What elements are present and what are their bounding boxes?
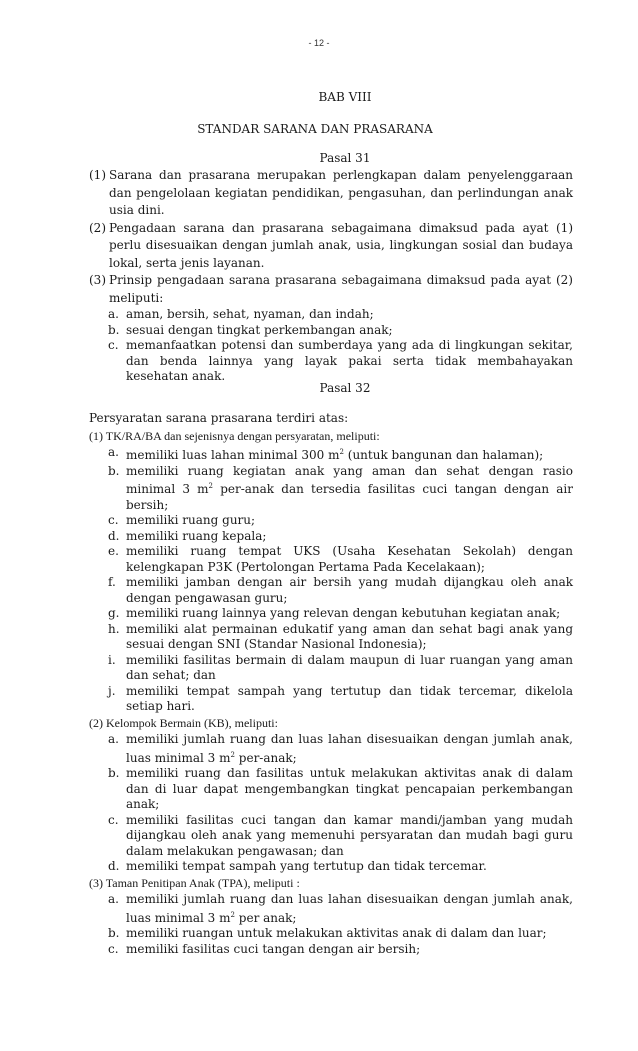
list-item-letter: d. [108,528,120,543]
list-item-text: memiliki ruang dan fasilitas untuk melakukan aktivitas anak di dalam dan di luar dapat mengembangkan tingkat pencapaian perkembangan anak; [126,766,573,811]
section-3-list [89,892,573,957]
section-1-list [89,445,573,715]
subitem-text: aman, bersih, sehat, nyaman, dan indah; [126,307,374,321]
list-item [89,942,573,958]
list-item-letter: j. [108,683,116,698]
pasal-31-item [89,167,573,220]
list-item [89,464,573,514]
section-2-list [89,732,573,875]
list-item-letter: c. [108,812,119,827]
list-item [89,732,573,766]
list-item-text: memiliki fasilitas bermain di dalam maupun di luar ruangan yang aman dan sehat; dan [126,652,573,682]
subitem-text: sesuai dengan tingkat perkembangan anak; [126,322,393,337]
list-item-letter: e. [108,544,119,558]
superscript: 2 [208,482,214,490]
list-item-letter: c. [108,513,119,527]
list-item-text: memiliki tempat sampah yang tertutup dan tidak tercemar, dikelola setiap hari. [126,683,573,713]
pasal-31-item [89,220,573,273]
superscript: 2 [230,910,235,919]
subitem-letter: b. [108,322,120,337]
list-item-letter: b. [108,766,120,780]
pasal-31-subitem [89,323,573,339]
section-3-title: (3) Taman Penitipan Anak (TPA), meliputi : [89,875,300,890]
chapter-heading: BAB VIII [318,90,372,104]
pasal-31-subitem [89,307,573,323]
pasal-32-body [89,410,573,957]
list-item-letter: a. [108,445,119,459]
list-item-letter: h. [108,621,120,636]
pasal-31-title: Pasal 31 [319,151,371,165]
list-item-letter: d. [108,859,120,873]
superscript: 2 [339,448,344,456]
item-text: Prinsip pengadaan sarana prasarana sebagaimana dimaksud pada ayat (2) meliputi: [109,273,573,305]
list-item [89,926,573,942]
list-item-text: memiliki jamban dengan air bersih yang mudah dijangkau oleh anak dengan pengawasan guru; [126,575,573,605]
list-item-text: memiliki ruang guru; [126,513,256,527]
list-item-text: memiliki tempat sampah yang tertutup dan tidak tercemar. [126,859,487,873]
subitem-letter: a. [108,307,119,321]
list-item [89,622,573,653]
list-item-text: memiliki ruang kepala; [126,528,267,543]
list-item-text: memiliki ruang kegiatan anak yang aman dan sehat dengan rasio minimal 3 $m^2$ per-anak dan tersedia fasilitas cuci tangan dengan air bersih; [126,463,574,512]
list-item [89,813,573,860]
list-item-letter: b. [108,463,120,478]
chapter-title: STANDAR SARANA DAN PRASARANA [197,122,433,136]
list-item [89,892,573,926]
list-item-text: memiliki ruangan untuk melakukan aktivitas anak di dalam dan luar; [126,926,547,940]
list-item [89,684,573,715]
superscript: 2 [230,750,235,759]
item-number: (3) [89,273,106,287]
list-item [89,445,573,464]
pasal-31-item [89,272,573,307]
list-item [89,653,573,684]
list-item [89,529,573,545]
list-item-letter: a. [108,732,119,746]
list-item-letter: a. [108,892,119,906]
pasal-32-title: Pasal 32 [319,381,371,395]
section-2-title: (2) Kelompok Bermain (KB), meliputi: [89,715,278,730]
item-text: Sarana dan prasarana merupakan perlengkapan dalam penyelenggaraan dan pengelolaan kegiatan pendidikan, pengasuhan, dan perlindungan anak usia dini. [109,168,573,217]
list-item-text: memiliki ruang lainnya yang relevan dengan kebutuhan kegiatan anak; [126,606,561,620]
list-item-text: memiliki jumlah ruang dan luas lahan disesuaikan dengan jumlah anak, luas minimal 3 $m^2$ per anak; [126,892,573,925]
section-1-title: (1) TK/RA/BA dan sejenisnya dengan persyaratan, meliputi: [89,428,380,443]
pasal-32-intro: Persyaratan sarana prasarana terdiri atas: [89,411,349,425]
list-item-text: memiliki fasilitas cuci tangan dan kamar mandi/jamban yang mudah dijangkau oleh anak yang memenuhi persyaratan dan mudah bagi guru dalam melakukan pengawasan; dan [126,812,573,858]
list-item-letter: g. [108,606,120,620]
list-item-text: memiliki alat permainan edukatif yang aman dan sehat bagi anak yang sesuai dengan SNI (Standar Nasional Indonesia); [126,621,573,651]
list-item-text: memiliki fasilitas cuci tangan dengan air bersih; [126,941,421,956]
list-item-letter: i. [108,652,116,667]
list-item [89,859,573,875]
list-item [89,544,573,575]
list-item-letter: f. [108,575,116,589]
page-number: - 12 - [308,38,330,48]
list-item-text: memiliki jumlah ruang dan luas lahan disesuaikan dengan jumlah anak, luas minimal 3 $m^2$ per-anak; [126,732,573,765]
list-item [89,606,573,622]
list-item [89,575,573,606]
list-item-text: memiliki luas lahan minimal 300 $m^2$ (untuk bangunan dan halaman); [126,448,544,462]
list-item-letter: b. [108,926,120,940]
list-item-letter: c. [108,941,119,956]
pasal-31-body [89,167,573,385]
subitem-text: memanfaatkan potensi dan sumberdaya yang ada di lingkungan sekitar, dan benda lainnya yang layak pakai serta tidak membahayakan kesehatan anak. [126,338,573,383]
pasal-31-subitem [89,338,573,385]
list-item [89,766,573,813]
item-number: (1) [89,168,106,182]
list-item-text: memiliki ruang tempat UKS (Usaha Kesehatan Sekolah) dengan kelengkapan P3K (Pertolongan Pertama Pada Kecelakaan); [126,544,573,574]
item-number: (2) [89,220,106,235]
subitem-letter: c. [108,338,119,352]
list-item [89,513,573,529]
item-text: Pengadaan sarana dan prasarana sebagaimana dimaksud pada ayat (1) perlu disesuaikan dengan jumlah anak, usia, lingkungan sosial dan budaya lokal, serta jenis layanan. [109,220,573,270]
